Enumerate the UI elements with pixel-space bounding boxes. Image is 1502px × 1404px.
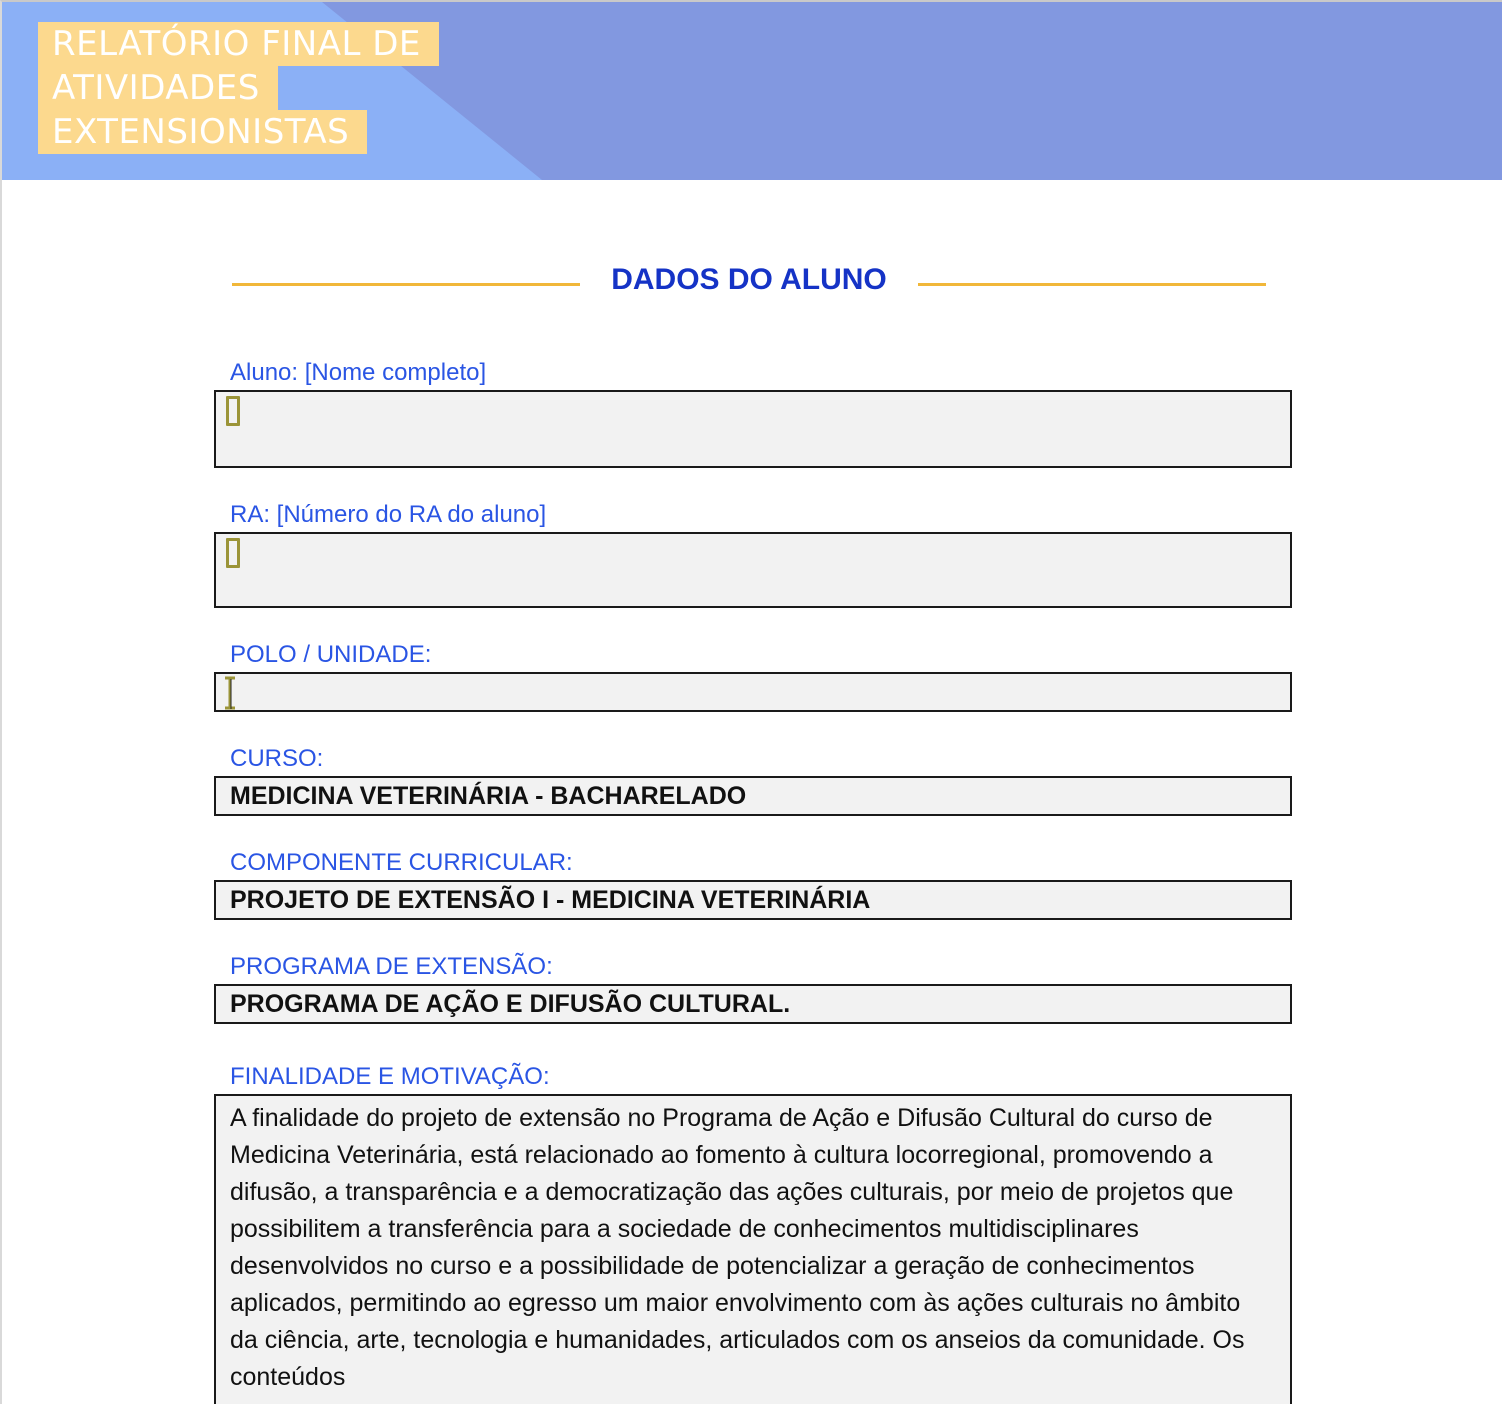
curso-field[interactable] bbox=[214, 776, 1292, 816]
ra-label: RA: [Número do RA do aluno] bbox=[230, 501, 547, 528]
header-banner bbox=[2, 2, 1502, 180]
report-title-line-2: ATIVIDADES bbox=[38, 66, 278, 110]
aluno-field[interactable] bbox=[214, 390, 1292, 468]
polo-label: POLO / UNIDADE: bbox=[230, 641, 432, 668]
ra-field[interactable] bbox=[214, 532, 1292, 608]
section-title: DADOS DO ALUNO bbox=[611, 263, 887, 296]
report-title-line-3: EXTENSIONISTAS bbox=[38, 110, 367, 154]
curso-label: CURSO: bbox=[230, 745, 324, 772]
text-placeholder-bracket-icon bbox=[226, 396, 240, 426]
componente-field[interactable] bbox=[214, 880, 1292, 920]
aluno-label: Aluno: [Nome completo] bbox=[230, 359, 487, 386]
text-placeholder-bracket-icon bbox=[226, 538, 240, 568]
finalidade-text: A finalidade do projeto de extensão no Programa de Ação e Difusão Cultural do curso de Medicina Veterinária, está relacionado ao fomento à cultura locorregional, promovendo a difusão, a transparência e a democratização das ações culturais, por meio de projetos que possibilitem a transferência para a sociedade de conhecimentos multidisciplinares desenvolvidos no curso e a possibilidade de potencializar a geração de conhecimentos aplicados, permitindo ao egresso um maior envolvimento com às ações culturais no âmbito da ciência, arte, tecnologia e humanidades, articulados com os anseios da comunidade. Os conteúdos bbox=[230, 1104, 1245, 1391]
heading-rule-left bbox=[232, 283, 580, 286]
programa-field[interactable] bbox=[214, 984, 1292, 1024]
componente-value: PROJETO DE EXTENSÃO I - MEDICINA VETERINÁRIA bbox=[230, 886, 871, 914]
componente-label: COMPONENTE CURRICULAR: bbox=[230, 849, 573, 876]
programa-label: PROGRAMA DE EXTENSÃO: bbox=[230, 953, 553, 980]
report-title-line-1: RELATÓRIO FINAL DE bbox=[38, 22, 439, 66]
finalidade-label: FINALIDADE E MOTIVAÇÃO: bbox=[230, 1063, 550, 1090]
text-cursor-icon bbox=[222, 676, 238, 710]
heading-rule-right bbox=[918, 283, 1266, 286]
section-heading bbox=[232, 257, 1266, 307]
polo-field[interactable] bbox=[214, 672, 1292, 712]
report-title bbox=[38, 22, 439, 154]
finalidade-field[interactable] bbox=[214, 1094, 1292, 1404]
programa-value: PROGRAMA DE AÇÃO E DIFUSÃO CULTURAL. bbox=[230, 990, 791, 1018]
curso-value: MEDICINA VETERINÁRIA - BACHARELADO bbox=[230, 782, 747, 810]
